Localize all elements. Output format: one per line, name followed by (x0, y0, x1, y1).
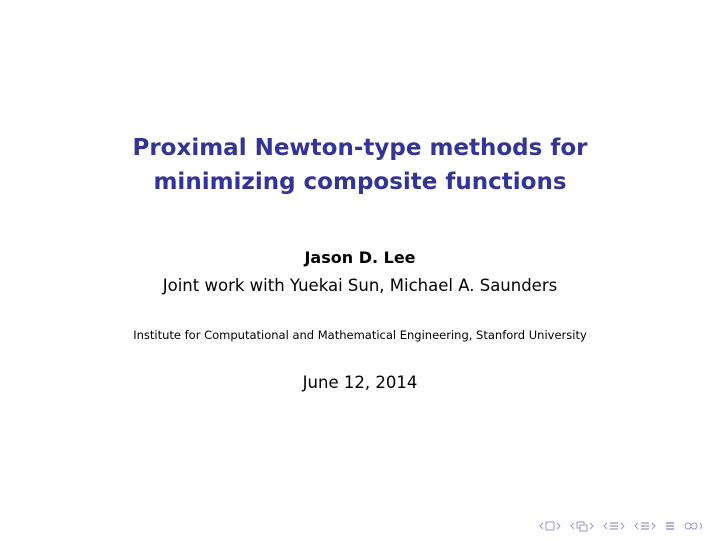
title-line-1: Proximal Newton-type methods for (132, 135, 588, 161)
institute-line: Institute for Computational and Mathematical Engineering, Stanford University (133, 328, 587, 342)
appendix-nav-icon[interactable] (634, 521, 656, 531)
joint-work-line: Joint work with Yuekai Sun, Michael A. Saunders (162, 276, 558, 295)
search-nav-icon[interactable] (684, 521, 704, 531)
section-nav-icon[interactable] (603, 521, 625, 531)
subsection-nav-icon[interactable] (570, 521, 594, 532)
presentation-date: June 12, 2014 (302, 373, 418, 392)
author-name: Jason D. Lee (304, 248, 416, 267)
frame-nav-icon[interactable] (539, 521, 561, 531)
align-nav-icon[interactable] (665, 521, 675, 531)
presentation-title (0, 131, 720, 199)
beamer-navigation-bar (533, 519, 704, 533)
title-line-2: minimizing composite functions (153, 169, 567, 195)
